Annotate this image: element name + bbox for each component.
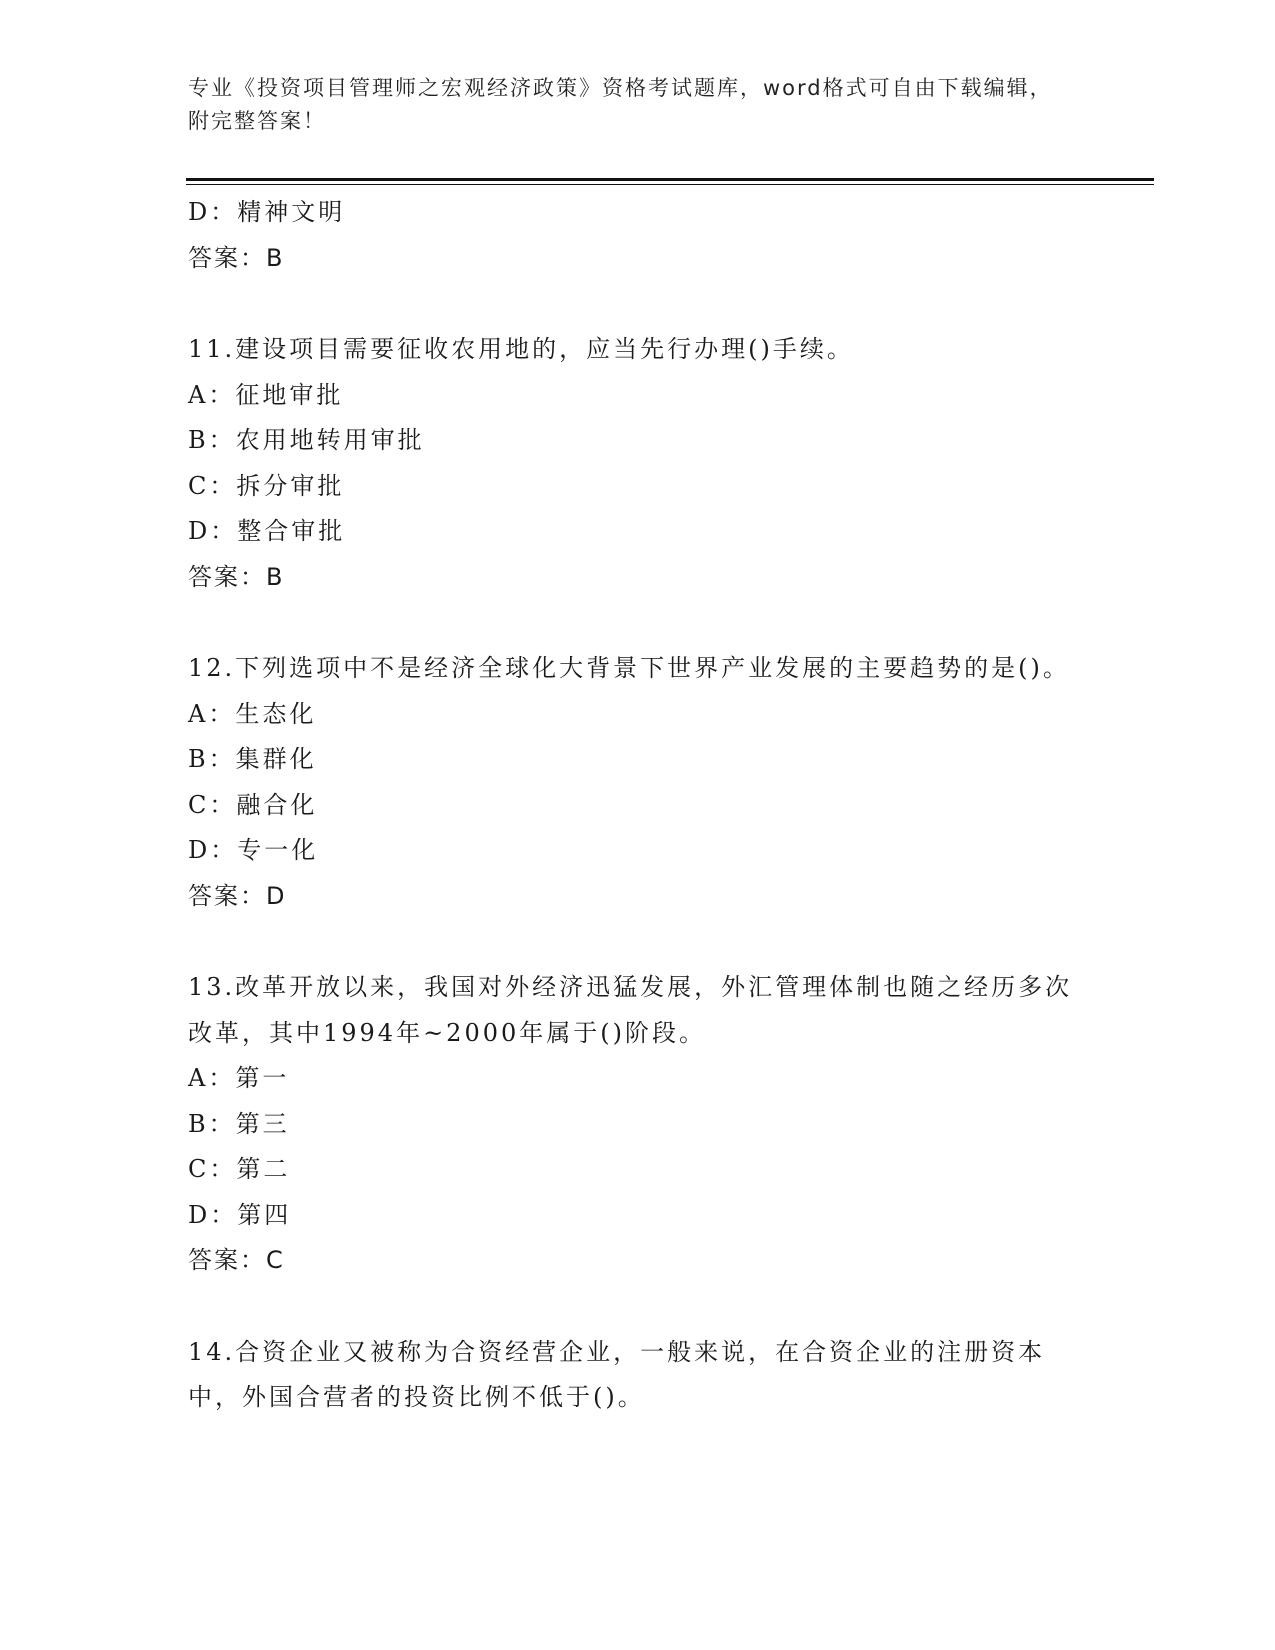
answer: 答案：C: [188, 1246, 285, 1274]
option-b: B：农用地转用审批: [188, 426, 425, 454]
prev-answer: 答案：B: [188, 243, 285, 272]
question-13: [188, 965, 1088, 1284]
question-11: [188, 327, 1088, 600]
question-text: 11.建设项目需要征收农用地的，应当先行办理()手续。: [188, 335, 854, 363]
option-a: A：生态化: [188, 699, 317, 728]
option-a: A：第一: [188, 1064, 290, 1092]
option-c: C：融合化: [188, 790, 318, 819]
question-12: [188, 646, 1088, 919]
prev-option-d: D：精神文明: [188, 198, 346, 226]
header-divider-thick: [186, 178, 1154, 181]
document-header: 专业《投资项目管理师之宏观经济政策》资格考试题库，word格式可自由下载编辑，附完整答案！: [188, 76, 1053, 133]
answer: 答案：D: [188, 881, 287, 910]
option-d: D：第四: [188, 1200, 292, 1229]
option-c: C：拆分审批: [188, 471, 345, 500]
header-divider-thin: [186, 184, 1154, 185]
option-d: D：整合审批: [188, 517, 346, 545]
question-text: 12.下列选项中不是经济全球化大背景下世界产业发展的主要趋势的是()。: [188, 654, 1070, 682]
question-text: 14.合资企业又被称为合资经营企业，一般来说，在合资企业的注册资本中，外国合营者的投资比例不低于()。: [188, 1337, 1046, 1411]
question-content: [188, 190, 1088, 1421]
option-d: D：专一化: [188, 836, 319, 864]
question-14: [188, 1330, 1088, 1421]
option-b: B：集群化: [188, 745, 317, 773]
option-a: A：征地审批: [188, 380, 344, 409]
question-text: 13.改革开放以来，我国对外经济迅猛发展，外汇管理体制也随之经历多次改革，其中1994年~2000年属于()阶段。: [188, 973, 1073, 1047]
option-b: B：第三: [188, 1109, 290, 1138]
option-c: C：第二: [188, 1155, 291, 1183]
answer: 答案：B: [188, 562, 285, 591]
